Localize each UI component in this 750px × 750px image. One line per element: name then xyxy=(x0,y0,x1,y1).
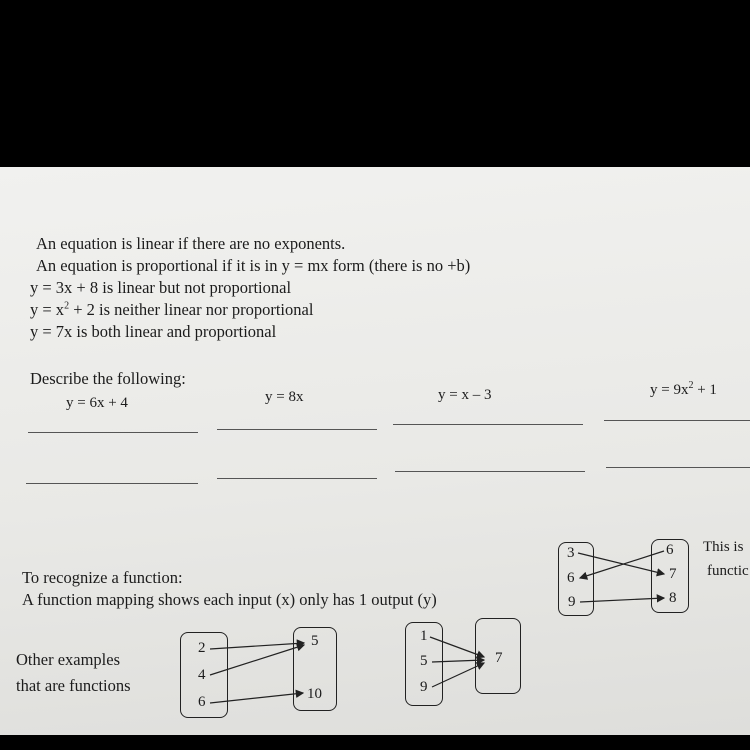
intro-rules xyxy=(30,233,470,343)
answer-line[interactable] xyxy=(395,471,585,472)
answer-line[interactable] xyxy=(393,424,583,425)
mapping2-input: 9 xyxy=(420,679,428,695)
mapping2-input: 1 xyxy=(420,628,428,644)
describe-heading: Describe the following: xyxy=(30,369,186,388)
exponent: 2 xyxy=(64,300,70,312)
example-neither-b: + 2 is neither linear nor proportional xyxy=(69,300,314,319)
mapping3-input-box xyxy=(558,542,594,616)
example-linear: y = 3x + 8 is linear but not proportional xyxy=(30,278,292,297)
mapping3-output: 8 xyxy=(669,590,677,606)
mapping3-output: 7 xyxy=(669,566,677,582)
equation-4-exponent: 2 xyxy=(688,380,694,391)
mapping3-output: 6 xyxy=(666,542,674,558)
equation-4-b: + 1 xyxy=(693,382,717,398)
mapping3-input: 6 xyxy=(567,570,575,586)
mapping1-input: 4 xyxy=(198,667,206,683)
equation-1: y = 6x + 4 xyxy=(66,395,128,411)
equation-2: y = 8x xyxy=(265,389,304,405)
rule-linear: An equation is linear if there are no exponents. xyxy=(36,234,346,253)
answer-line[interactable] xyxy=(28,432,198,433)
equation-4-a: y = 9x xyxy=(650,382,689,398)
example-both: y = 7x is both linear and proportional xyxy=(30,322,277,341)
other-examples-line2: that are functions xyxy=(16,676,131,695)
worksheet-page xyxy=(0,167,750,735)
mapping3-input: 3 xyxy=(567,545,575,561)
mapping1-input: 2 xyxy=(198,640,206,656)
answer-line[interactable] xyxy=(26,483,198,484)
example-neither-a: y = x xyxy=(30,300,65,319)
mapping3-input: 9 xyxy=(568,594,576,610)
example-neither xyxy=(30,299,470,321)
answer-line[interactable] xyxy=(217,478,377,479)
other-examples-label xyxy=(16,647,131,699)
mapping1-output: 10 xyxy=(307,686,322,702)
answer-line[interactable] xyxy=(606,467,750,468)
equation-3: y = x – 3 xyxy=(438,387,492,403)
rule-proportional: An equation is proportional if it is in y = mx form (there is no +b) xyxy=(36,256,471,275)
side-note-line2: functic xyxy=(707,563,749,579)
equation-4 xyxy=(650,382,717,399)
other-examples-line1: Other examples xyxy=(16,650,121,669)
function-rule: A function mapping shows each input (x) only has 1 output (y) xyxy=(22,590,437,609)
side-note-line1: This is xyxy=(703,539,744,555)
mapping1-input: 6 xyxy=(198,694,206,710)
mapping2-output: 7 xyxy=(495,650,503,666)
answer-line[interactable] xyxy=(604,420,750,421)
function-definition xyxy=(22,567,437,611)
mapping2-input: 5 xyxy=(420,653,428,669)
mapping1-output: 5 xyxy=(311,633,319,649)
function-heading: To recognize a function: xyxy=(22,568,183,587)
answer-line[interactable] xyxy=(217,429,377,430)
